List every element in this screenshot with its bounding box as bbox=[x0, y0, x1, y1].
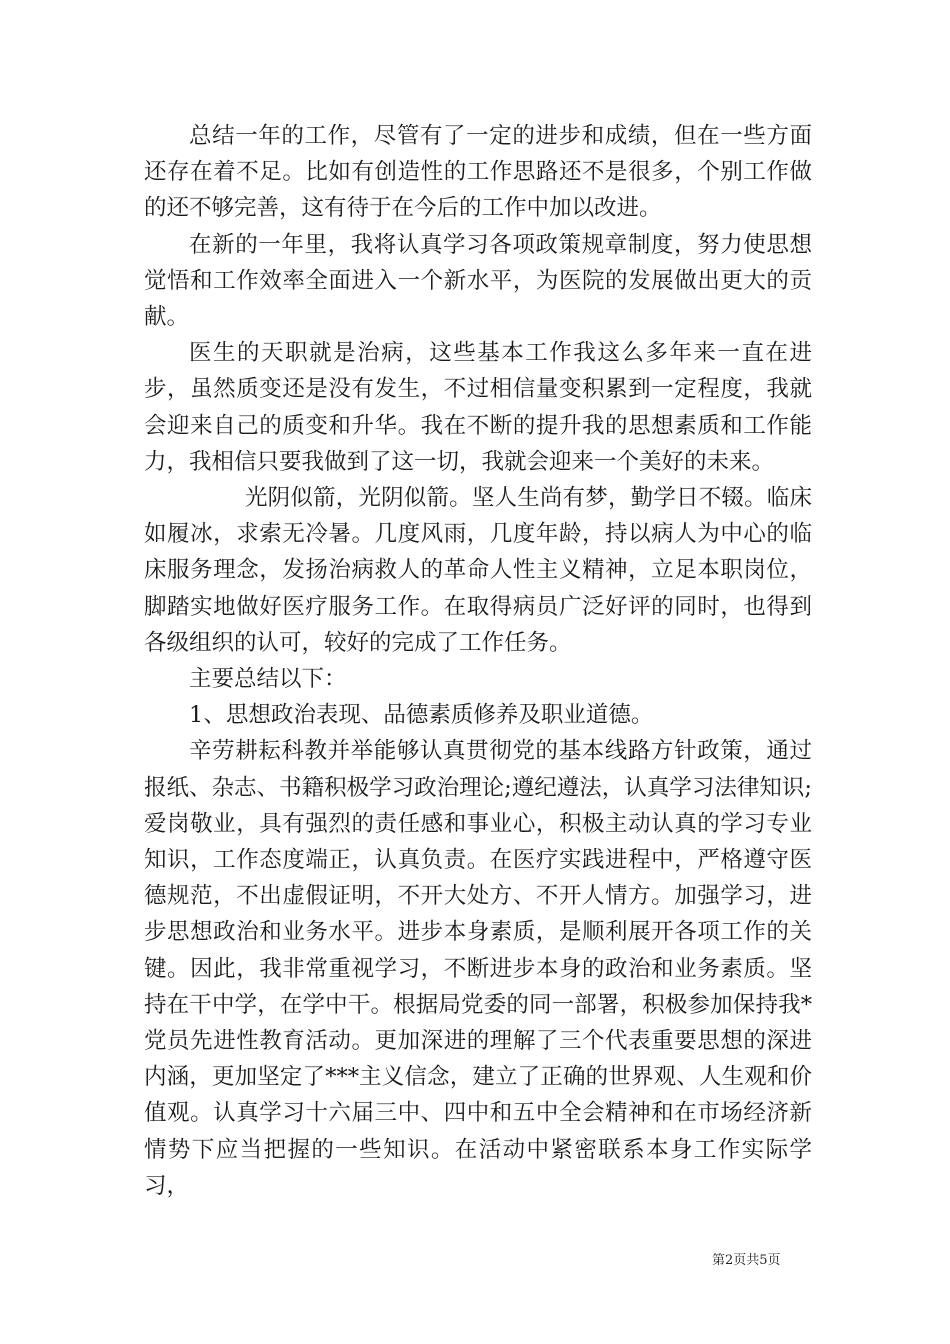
page-number: 第2页共5页 bbox=[712, 1253, 781, 1268]
paragraph-time-flies: 光阴似箭，光阴似箭。坚人生尚有梦，勤学日不辍。临床如履冰，求索无冷暑。几度风雨，几度年龄，持以病人为中心的临床服务理念，发扬治病救人的革命人性主义精神，立足本职岗位，脚踏实地做好医疗服务工作。在取得病员广泛好评的同时，也得到各级组织的认可，较好的完成了工作任务。 bbox=[144, 485, 812, 656]
paragraph-main-summary: 主要总结以下： bbox=[189, 666, 347, 693]
section-heading-1: 1、思想政治表现、品德素质修养及职业道德。 bbox=[189, 702, 654, 729]
paragraph-new-year: 在新的一年里，我将认真学习各项政策规章制度，努力使思想觉悟和工作效率全面进入一个新水平，为医院的发展做出更大的贡献。 bbox=[144, 231, 812, 331]
document-body bbox=[144, 118, 812, 1204]
paragraph-political-study: 辛劳耕耘科教并举能够认真贯彻党的基本线路方针政策，通过报纸、杂志、书籍积极学习政治理论;遵纪遵法，认真学习法律知识;爱岗敬业，具有强烈的责任感和事业心，积极主动认真的学习专业知识，工作态度端正，认真负责。在医疗实践进程中，严格遵守医德规范，不出虚假证明，不开大处方、不开人情方。加强学习，进步思想政治和业务水平。进步本身素质，是顺利展开各项工作的关键。因此，我非常重视学习，不断进步本身的政治和业务素质。坚持在干中学，在学中干。根据局党委的同一部署，积极参加保持我*党员先进性教育活动。更加深进的理解了三个代表重要思想的深进内涵，更加坚定了***主义信念，建立了正确的世界观、人生观和价值观。认真学习十六届三中、四中和五中全会精神和在市场经济新情势下应当把握的一些知识。在活动中紧密联系本身工作实际学习， bbox=[144, 738, 812, 1199]
paragraph-work-summary: 总结一年的工作，尽管有了一定的进步和成绩，但在一些方面还存在着不足。比如有创造性的工作思路还不是很多，个别工作做的还不够完善，这有待于在今后的工作中加以改进。 bbox=[144, 123, 812, 222]
paragraph-doctor-duty: 医生的天职就是治病，这些基本工作我这么多年来一直在进步，虽然质变还是没有发生，不过相信量变积累到一定程度，我就会迎来自己的质变和升华。我在不断的提升我的思想素质和工作能力，我相信只要我做到了这一切，我就会迎来一个美好的未来。 bbox=[144, 340, 812, 475]
